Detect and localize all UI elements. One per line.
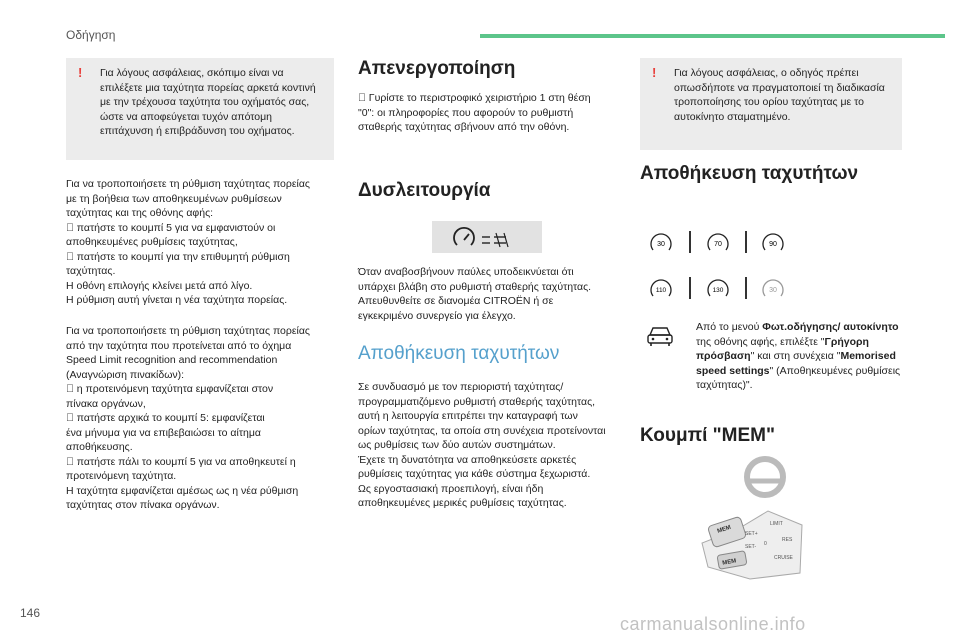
menu-name: Φωτ.οδήγησης/ αυτοκίνητο [762, 321, 899, 333]
malfunction-text: Όταν αναβοσβήνουν παύλες υποδεικνύεται ότι υπάρχει βλάβη στο ρυθμιστή σταθερής ταχύτητας. Απευθυνθείτε σε διανομέα CITROËN ή σε εγκεκριμένο συνεργείο για έλεγχο. [358, 266, 592, 322]
divider [689, 277, 691, 299]
right-warning-text: Για λόγους ασφάλειας, ο οδηγός πρέπει οπωσδήποτε να πραγματοποιεί τη διαδικασία τροποποίησης του ορίου ταχύτητας με το αυτοκίνητο σταματημένο. [674, 67, 885, 123]
stalk-label: MEM [721, 558, 737, 567]
car-icon [646, 325, 674, 347]
car-menu-instruction: Από το μενού Φωτ.οδήγησης/ αυτοκίνητο της οθόνης αφής, επιλέξτε "Γρήγορη πρόσβαση" και στη συνέχεια "Memorised speed settings" (Αποθηκευμένες ρυθμίσεις ταχύτητας)". [696, 321, 901, 391]
speed-dial-icon [760, 229, 786, 255]
heading-mem-button: Κουμπί "MEM" [640, 425, 776, 446]
stalk-label: CRUISE [774, 555, 793, 561]
heading-memorise-speeds-right: Αποθήκευση ταχυτήτων [640, 163, 859, 184]
right-warning-box [640, 58, 902, 150]
heading-malfunction: Δυσλειτουργία [358, 180, 491, 201]
stalk-label: 0 [764, 541, 767, 547]
deactivation-text: Γυρίστε το περιστροφικό χειριστήριο 1 στη θέση "0": οι πληροφορίες που αφορούν το ρυθμιστή σταθερής ταχύτητας σβήνουν από την οθόνη. [358, 92, 580, 133]
header-accent-bar [480, 34, 945, 38]
steering-wheel-icon [747, 459, 783, 495]
cruise-control-stalk-illustration [690, 455, 810, 585]
stalk-label: SET- [745, 544, 757, 550]
left-paragraph-2: Για να τροποποιήσετε τη ρύθμιση ταχύτητας πορείας από την ταχύτητα που προτείνεται από το όχημα Speed Limit recognition and recommendation (Αναγνώριση πινακίδων): η προτεινόμενη ταχύτητα εμφανίζεται στον πίνακα οργάνων, πατήστε αρχικά το κουμπί 5: εμφανίζεται ένα μήνυμα για να επιβεβαιώσει το αίτημα αποθήκευσης. πατήστε πάλι το κουμπί 5 για να αποθηκευτεί η προτεινόμενη ταχύτητα. Η ταχύτητα εμφανίζεται αμέσως ως η νέα ρύθμιση ταχύτητας στον πίνακα οργάνων. [66, 325, 310, 511]
stalk-label: RES [782, 537, 793, 543]
speed-dial-icon [705, 229, 731, 255]
heading-deactivation: Απενεργοποίηση [358, 58, 516, 79]
left-warning-text: Για λόγους ασφάλειας, σκόπιμο είναι να επιλέξετε μια ταχύτητα πορείας αρκετά κοντινή με την τρέχουσα ταχύτητα του οχήματός σας, ώστε να αποφεύγεται τυχόν απότομη επιτάχυνση ή επιβράδυνση του οχήματος. [100, 67, 316, 137]
warning-icon: ! [652, 65, 657, 80]
speed-dial-value: 30 [657, 241, 665, 248]
speed-dial-value: 90 [769, 241, 777, 248]
stalk-label: MEM [716, 524, 732, 535]
malfunction-indicator-panel [432, 221, 542, 253]
speed-dial-icon-disabled [760, 275, 786, 301]
speedometer-dashes-icon [432, 221, 542, 253]
speed-dial-icon [648, 275, 674, 301]
watermark: carmanualsonline.info [620, 614, 806, 634]
heading-memorise-speeds: Αποθήκευση ταχυτήτων [358, 343, 560, 364]
left-warning-box [66, 58, 334, 160]
warning-icon: ! [78, 65, 83, 80]
speed-dial-value: 110 [655, 287, 667, 294]
stalk-label: LIMIT [770, 521, 783, 527]
divider [689, 231, 691, 253]
left-paragraph-1: Για να τροποποιήσετε τη ρύθμιση ταχύτητας πορείας με τη βοήθεια των αποθηκευμένων ρυθμίσεων ταχύτητας και της οθόνης αφής: πατήστε το κουμπί 5 για να εμφανιστούν οι αποθηκευμένες ρυθμίσεις ταχύτητας, πατήστε το κουμπί για την επιθυμητή ρύθμιση ταχύτητας. Η οθόνη επιλογής κλείνει μετά από λίγο. Η ρύθμιση αυτή γίνεται η νέα ταχύτητα πορείας. [66, 178, 310, 306]
divider [745, 231, 747, 253]
page-number: 146 [20, 606, 41, 620]
memorise-text: Σε συνδυασμό με τον περιοριστή ταχύτητας/ προγραμματιζόμενο ρυθμιστή σταθερής ταχύτητας, αυτή η λειτουργία επιτρέπει την καταγραφή των ορίων ταχύτητας, τα οποία στη συνέχεια προτείνονται ως ρυθμίσεις των δύο αυτών συστημάτων. Έχετε τη δυνατότητα να αποθηκεύσετε αρκετές ρυθμίσεις ταχύτητας για κάθε σύστημα ξεχωριστά. Ως εργοστασιακή προεπιλογή, είναι ήδη αποθηκευμένες μερικές ρυθμίσεις ταχύτητας. [358, 381, 606, 509]
speed-dial-value: 70 [714, 241, 722, 248]
speed-dial-value: 30 [769, 287, 777, 294]
speed-dial-icon [705, 275, 731, 301]
quick-access-label: Γρήγορη πρόσβαση [696, 335, 869, 362]
stalk-label: SET+ [745, 531, 758, 537]
speed-dial-icon [648, 229, 674, 255]
memorised-speed-settings-label: Memorised speed settings [696, 350, 896, 377]
divider [745, 277, 747, 299]
section-title: Οδήγηση [66, 28, 116, 42]
speed-dial-value: 130 [712, 287, 724, 294]
